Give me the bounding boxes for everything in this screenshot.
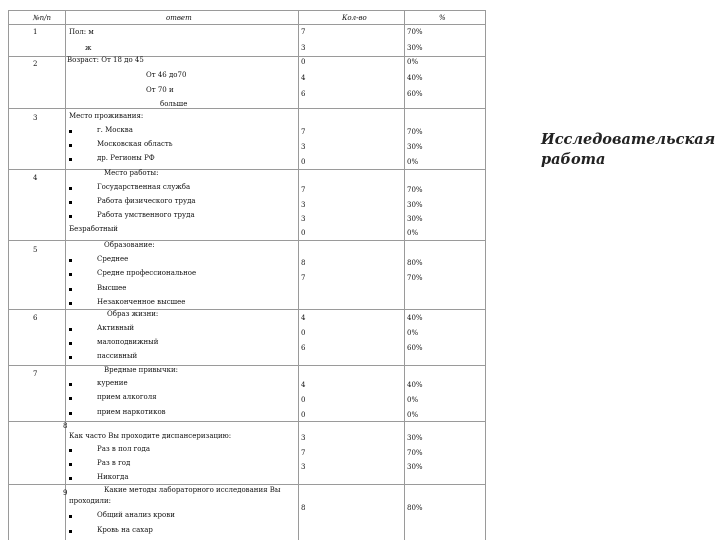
count-value: 4: [301, 74, 306, 82]
percent-value: 0%: [407, 329, 419, 337]
question-title: Вредные привычки:: [104, 366, 179, 374]
column-divider: [65, 11, 66, 540]
count-value: 6: [301, 90, 306, 98]
row-divider: [9, 484, 485, 485]
bullet-icon: [69, 302, 72, 305]
bullet-icon: [69, 515, 72, 518]
answer-option: прием наркотиков: [97, 408, 166, 416]
percent-value: 0%: [407, 158, 419, 166]
bullet-icon: [69, 412, 72, 415]
percent-value: 0%: [407, 58, 419, 66]
answer-option: Общий анализ крови: [97, 511, 175, 519]
row-number: 2: [33, 60, 38, 68]
answer-option: г. Москва: [97, 126, 133, 134]
answer-option: Средне профессиональное: [97, 269, 197, 277]
column-divider: [298, 11, 299, 540]
bullet-icon: [69, 144, 72, 147]
count-value: 3: [301, 215, 306, 223]
count-value: 3: [301, 434, 306, 442]
header-count: Кол-во: [342, 14, 367, 22]
bullet-icon: [69, 158, 72, 161]
question-title-continued: проходили:: [69, 497, 111, 505]
row-number: 8: [63, 422, 68, 430]
answer-option: От 70 и: [146, 86, 174, 94]
bullet-icon: [69, 356, 72, 359]
percent-value: 70%: [407, 186, 423, 194]
question-title: Как часто Вы проходите диспансеризацию:: [69, 432, 232, 440]
percent-value: 70%: [407, 128, 423, 136]
answer-option: др. Регионы РФ: [97, 154, 155, 162]
header-percent: %: [439, 14, 446, 22]
count-value: 0: [301, 58, 306, 66]
count-value: 3: [301, 201, 306, 209]
row-number: 5: [33, 246, 38, 254]
bullet-icon: [69, 187, 72, 190]
row-number: 9: [63, 489, 68, 497]
count-value: 3: [301, 463, 306, 471]
bullet-icon: [69, 383, 72, 386]
answer-option: От 46 до70: [146, 71, 187, 79]
answer-option: Среднее: [97, 255, 129, 263]
bullet-icon: [69, 288, 72, 291]
row-divider: [9, 24, 485, 25]
answer-option: ж: [85, 44, 92, 52]
count-value: 3: [301, 143, 306, 151]
percent-value: 80%: [407, 504, 423, 512]
row-number: 7: [33, 370, 38, 378]
count-value: 3: [301, 44, 306, 52]
percent-value: 30%: [407, 215, 423, 223]
count-value: 4: [301, 314, 306, 322]
answer-option: Безработный: [69, 225, 118, 233]
question-title: Место работы:: [104, 169, 159, 177]
percent-value: 80%: [407, 259, 423, 267]
answer-option: Работа умственного труда: [97, 211, 195, 219]
bullet-icon: [69, 342, 72, 345]
percent-value: 70%: [407, 28, 423, 36]
percent-value: 0%: [407, 229, 419, 237]
bullet-icon: [69, 463, 72, 466]
percent-value: 30%: [407, 201, 423, 209]
bullet-icon: [69, 449, 72, 452]
count-value: 0: [301, 329, 306, 337]
survey-table: [8, 10, 486, 540]
slide-title: Исследовательская работа: [541, 131, 716, 168]
answer-option: Раз в год: [97, 459, 131, 467]
percent-value: 60%: [407, 344, 423, 352]
answer-option: прием алкоголя: [97, 393, 157, 401]
row-divider: [9, 240, 485, 241]
percent-value: 40%: [407, 381, 423, 389]
percent-value: 40%: [407, 74, 423, 82]
bullet-icon: [69, 397, 72, 400]
answer-option: Высшее: [97, 284, 127, 292]
count-value: 7: [301, 186, 306, 194]
answer-option: Незаконченное высшее: [97, 298, 186, 306]
header-number: №п/п: [33, 14, 51, 22]
row-number: 3: [33, 114, 38, 122]
row-number: 4: [33, 174, 38, 182]
column-divider: [404, 11, 405, 540]
question-title: Образование:: [104, 241, 155, 249]
bullet-icon: [69, 215, 72, 218]
count-value: 0: [301, 411, 306, 419]
row-divider: [9, 421, 485, 422]
percent-value: 0%: [407, 411, 419, 419]
answer-option: Никогда: [97, 473, 129, 481]
percent-value: 70%: [407, 449, 423, 457]
answer-option: Работа физического труда: [97, 197, 196, 205]
count-value: 0: [301, 158, 306, 166]
bullet-icon: [69, 259, 72, 262]
answer-option: Государственная служба: [97, 183, 191, 191]
header-answer: ответ: [166, 14, 192, 22]
count-value: 7: [301, 449, 306, 457]
question-title: Место проживания:: [69, 112, 144, 120]
bullet-icon: [69, 273, 72, 276]
count-value: 0: [301, 396, 306, 404]
count-value: 7: [301, 28, 306, 36]
answer-option: малоподвижный: [97, 338, 159, 346]
percent-value: 40%: [407, 314, 423, 322]
row-divider: [9, 108, 485, 109]
row-divider: [9, 365, 485, 366]
count-value: 0: [301, 229, 306, 237]
row-number: 6: [33, 314, 38, 322]
percent-value: 30%: [407, 463, 423, 471]
count-value: 8: [301, 504, 306, 512]
row-divider: [9, 169, 485, 170]
bullet-icon: [69, 130, 72, 133]
percent-value: 30%: [407, 143, 423, 151]
percent-value: 30%: [407, 434, 423, 442]
answer-option: Раз в пол года: [97, 445, 151, 453]
answer-option: Московская область: [97, 140, 173, 148]
answer-option: Кровь на сахар: [97, 526, 153, 534]
answer-option: курение: [97, 379, 128, 387]
answer-option: пассивный: [97, 352, 138, 360]
question-title: Возраст: От 18 до 45: [67, 56, 144, 64]
question-title: Какие методы лабораторного исследования Вы: [104, 486, 281, 494]
count-value: 7: [301, 128, 306, 136]
count-value: 7: [301, 274, 306, 282]
percent-value: 30%: [407, 44, 423, 52]
percent-value: 60%: [407, 90, 423, 98]
percent-value: 0%: [407, 396, 419, 404]
count-value: 4: [301, 381, 306, 389]
row-divider: [9, 309, 485, 310]
row-number: 1: [33, 28, 38, 36]
question-title: Образ жизни:: [107, 310, 159, 318]
question-title: Пол: м: [69, 28, 94, 36]
bullet-icon: [69, 530, 72, 533]
bullet-icon: [69, 328, 72, 331]
bullet-icon: [69, 477, 72, 480]
answer-option: больше: [160, 100, 188, 108]
answer-option: Активный: [97, 324, 135, 332]
percent-value: 70%: [407, 274, 423, 282]
bullet-icon: [69, 201, 72, 204]
count-value: 6: [301, 344, 306, 352]
count-value: 8: [301, 259, 306, 267]
